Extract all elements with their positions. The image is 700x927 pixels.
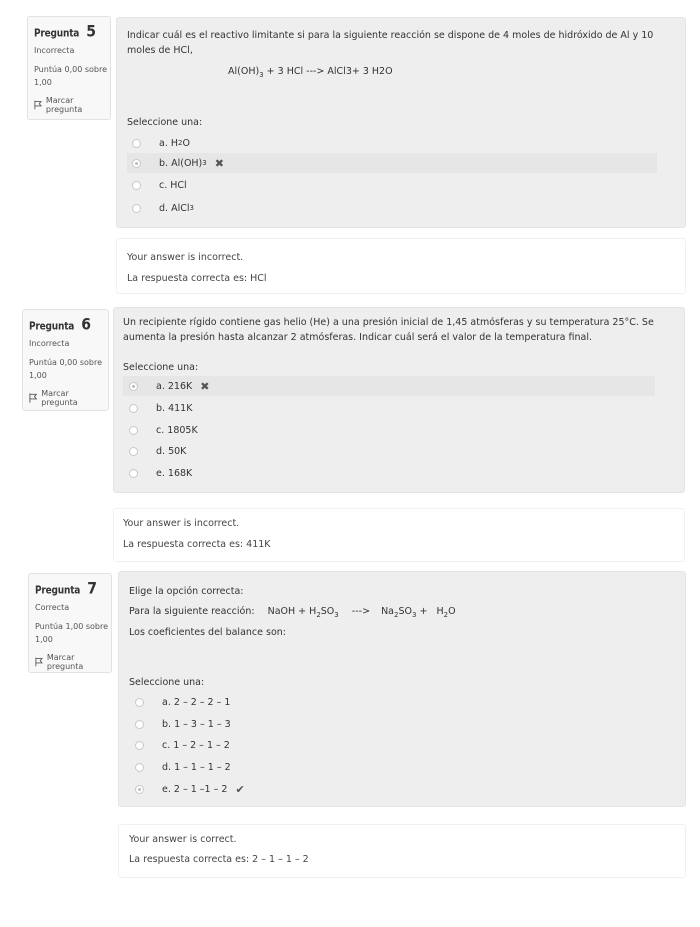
question-5-equation: $Al(OH)_3 + 3$ HCl ---> AlCl3+ 3 H2O (228, 66, 393, 79)
answer-option-a[interactable]: a. 2 – 2 – 2 – 1 (129, 692, 659, 712)
question-7-text: Elige la opción correcta: (129, 586, 244, 597)
option-letter: b. (156, 402, 166, 414)
option-letter: e. (156, 467, 165, 479)
radio-button[interactable] (129, 447, 138, 456)
answer-option-e[interactable]: e. 168K (123, 463, 655, 483)
option-letter: c. (162, 739, 171, 751)
flag-label: Marcar pregunta (45, 96, 83, 114)
question-number: 7 (87, 579, 98, 599)
radio-button[interactable] (132, 139, 141, 148)
question-label: Pregunta (29, 321, 75, 333)
answer-option-e[interactable]: e. 2 – 1 –1 – 2 ✔ (129, 779, 659, 799)
option-letter: e. (162, 783, 171, 795)
question-label: Pregunta (35, 585, 81, 597)
answer-option-a[interactable]: a. 216K ✖ (123, 376, 655, 396)
answer-option-c[interactable]: c. 1805K (123, 420, 655, 440)
question-grade: Puntúa 1,00 sobre 1,00 (35, 622, 109, 644)
option-letter: a. (162, 696, 171, 708)
flag-question-button[interactable] (35, 653, 105, 671)
question-7-feedback (118, 824, 686, 878)
radio-button[interactable] (135, 741, 144, 750)
radio-button[interactable] (129, 469, 138, 478)
option-letter: a. (159, 137, 168, 149)
answer-option-b[interactable]: b. Al(OH) 3 ✖ (127, 153, 657, 173)
answer-option-d[interactable]: d. 50K (123, 441, 655, 461)
correct-answer-text: La respuesta correcta es: 411K (123, 539, 271, 550)
question-6-info (22, 309, 109, 411)
radio-button-selected[interactable] (129, 382, 138, 391)
answer-option-c[interactable]: c. HCl (127, 175, 657, 195)
flag-icon (34, 100, 42, 110)
option-letter: d. (159, 202, 169, 214)
feedback-message: Your answer is incorrect. (127, 252, 244, 263)
answer-option-d[interactable]: d. AlCl 3 (127, 198, 657, 218)
question-5-title (34, 21, 104, 40)
question-7-reaction: Para la siguiente reacción: NaOH + $H_2SO_3$ ---> $Na_2SO_3 + H_2O$ (129, 606, 456, 619)
question-state: Incorrecta (34, 46, 75, 55)
question-5-text: Indicar cuál es el reactivo limitante si para la siguiente reacción se dispone de 4 moles de hidróxido de Al y 10 moles de HCl, (127, 30, 654, 56)
radio-button[interactable] (135, 720, 144, 729)
question-6-title (29, 314, 102, 333)
feedback-message: Your answer is correct. (129, 834, 237, 845)
question-6-prompt: Seleccione una: (123, 362, 199, 373)
question-5-prompt: Seleccione una: (127, 117, 203, 128)
flag-icon (29, 393, 37, 403)
feedback-message: Your answer is incorrect. (123, 518, 240, 529)
option-letter: d. (162, 761, 172, 773)
question-6-feedback (113, 508, 685, 562)
question-grade: Puntúa 0,00 sobre 1,00 (29, 358, 103, 380)
question-state: Correcta (35, 603, 70, 612)
radio-button[interactable] (135, 763, 144, 772)
radio-button[interactable] (135, 698, 144, 707)
question-7-title (35, 578, 105, 597)
correct-answer-text: La respuesta correcta es: 2 – 1 – 1 – 2 (129, 854, 309, 865)
question-state: Incorrecta (29, 339, 70, 348)
answer-option-d[interactable]: d. 1 – 1 – 1 – 2 (129, 757, 659, 777)
answer-option-a[interactable]: a. H 2 O (127, 133, 657, 153)
radio-button[interactable] (129, 426, 138, 435)
option-letter: a. (156, 380, 165, 392)
correct-answer-text: La respuesta correcta es: HCl (127, 273, 267, 284)
option-letter: c. (159, 179, 168, 191)
question-label: Pregunta (34, 28, 80, 40)
answer-option-b[interactable]: b. 411K (123, 398, 655, 418)
radio-button-selected[interactable] (132, 159, 141, 168)
question-number: 6 (81, 315, 92, 335)
question-7-prompt: Seleccione una: (129, 677, 205, 688)
radio-button[interactable] (132, 204, 141, 213)
question-5-feedback (116, 238, 686, 294)
option-letter: b. (162, 718, 172, 730)
incorrect-icon: ✖ (200, 379, 210, 393)
radio-button[interactable] (132, 181, 141, 190)
radio-button[interactable] (129, 404, 138, 413)
question-grade: Puntúa 0,00 sobre 1,00 (34, 65, 108, 87)
question-7-coefficients: Los coeficientes del balance son: (129, 627, 286, 638)
flag-icon (35, 657, 43, 667)
flag-label: Marcar pregunta (41, 389, 78, 407)
radio-button-selected[interactable] (135, 785, 144, 794)
correct-check-icon: ✔ (235, 782, 245, 796)
option-letter: d. (156, 445, 166, 457)
flag-label: Marcar pregunta (46, 653, 84, 671)
reaction-intro: Para la siguiente reacción: (129, 606, 255, 617)
question-7-info (28, 573, 112, 673)
option-letter: c. (156, 424, 165, 436)
incorrect-icon: ✖ (214, 156, 224, 170)
question-5-info (27, 16, 111, 120)
flag-question-button[interactable] (34, 96, 104, 114)
answer-option-b[interactable]: b. 1 – 3 – 1 – 3 (129, 714, 659, 734)
flag-question-button[interactable] (29, 389, 102, 407)
answer-option-c[interactable]: c. 1 – 2 – 1 – 2 (129, 735, 659, 755)
question-6-text: Un recipiente rígido contiene gas helio (He) a una presión inicial de 1,45 atmósferas y su temperatura 25°C. Se aumenta la presión hasta alcanzar 2 atmósferas. Indicar cuál será el valor de la temperatura final. (123, 317, 654, 343)
option-letter: b. (159, 157, 169, 169)
question-number: 5 (86, 22, 97, 42)
